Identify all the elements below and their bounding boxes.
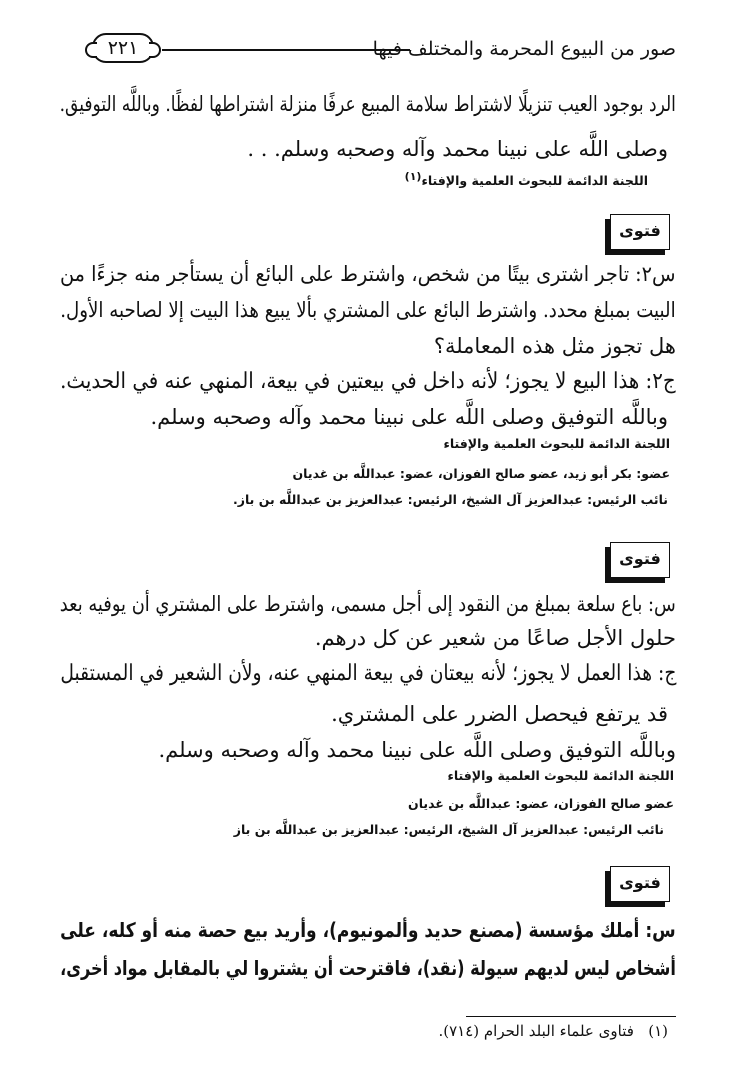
fatwa2-members: عضو صالح الفوزان، عضو: عبداللَّه بن غديان [408, 796, 674, 811]
fatwa1-committee: اللجنة الدائمة للبحوث العلمية والإفتاء [443, 436, 670, 451]
footnote-reference: (١) [404, 170, 422, 183]
fatwa1-answer-line-2: وباللَّه التوفيق وصلى اللَّه على نبينا محمد وآله وصحبه وسلم. [150, 405, 668, 429]
fatwa-label-box-1: فتوى [610, 214, 670, 250]
header-rule [162, 49, 410, 51]
page-number: ٢٢١ [92, 33, 154, 63]
footnote-rule [466, 1016, 676, 1017]
fatwa-label-box-3: فتوى [610, 866, 670, 902]
intro-line-2: وصلى اللَّه على نبينا محمد وآله وصحبه وسلم. . . [247, 137, 668, 161]
fatwa3-question-line-1: س: أملك مؤسسة (مصنع حديد وألمونيوم)، وأريد بيع حصة منه أو كله، على [60, 918, 676, 942]
fatwa2-answer-line-1: ج: هذا العمل لا يجوز؛ لأنه بيعتان في بيعة المنهي عنه، ولأن الشعير في المستقبل [60, 661, 676, 686]
fatwa2-answer-line-2: قد يرتفع فيحصل الضرر على المشتري. [331, 702, 668, 726]
footnote-marker: (١) [648, 1022, 668, 1040]
running-header-title: صور من البيوع المحرمة والمختلف فيها [372, 38, 676, 60]
footnote [438, 1022, 668, 1040]
footnote-text: فتاوى علماء البلد الحرام (٧١٤). [438, 1022, 634, 1040]
fatwa-label-box-2: فتوى [610, 542, 670, 578]
fatwa1-members: عضو: بكر أبو زيد، عضو صالح الفوزان، عضو: عبداللَّه بن غديان [292, 466, 670, 481]
fatwa2-answer-line-3: وباللَّه التوفيق وصلى اللَّه على نبينا محمد وآله وصحبه وسلم. [158, 738, 676, 762]
fatwa1-heads: نائب الرئيس: عبدالعزيز آل الشيخ، الرئيس: عبدالعزيز بن عبداللَّه بن باز. [233, 492, 668, 507]
fatwa1-question-line-1: س٢: تاجر اشترى بيتًا من شخص، واشترط على البائع أن يستأجر منه جزءًا من [60, 262, 676, 286]
fatwa1-question-line-2: البيت بمبلغ محدد. واشترط البائع على المشتري بألا يبيع هذا البيت إلا لصاحبه الأول. [60, 298, 676, 322]
fatwa3-question-line-2: أشخاص ليس لديهم سيولة (نقد)، فاقترحت أن يشتروا لي بالمقابل مواد أخرى، [60, 956, 676, 980]
fatwa2-question-line-2: حلول الأجل صاعًا من شعير عن كل درهم. [314, 626, 676, 650]
fatwa2-question-line-1: س: باع سلعة بمبلغ من النقود إلى أجل مسمى، واشترط على المشتري أن يوفيه بعد [59, 592, 676, 616]
fatwa1-question-line-3: هل تجوز مثل هذه المعاملة؟ [433, 334, 676, 358]
intro-line-1: الرد بوجود العيب تنزيلًا لاشتراط سلامة المبيع عرفًا منزلة اشتراطها لفظًا. وباللَّه التوفيق. [59, 92, 676, 116]
fatwa2-committee: اللجنة الدائمة للبحوث العلمية والإفتاء [447, 768, 674, 783]
fatwa2-heads: نائب الرئيس: عبدالعزيز آل الشيخ، الرئيس: عبدالعزيز بن عبداللَّه بن باز [233, 822, 664, 837]
intro-committee: اللجنة الدائمة للبحوث العلمية والإفتاء(١) [404, 170, 648, 189]
fatwa1-answer-line-1: ج٢: هذا البيع لا يجوز؛ لأنه داخل في بيعتين في بيعة، المنهي عنه في الحديث. [60, 369, 676, 394]
